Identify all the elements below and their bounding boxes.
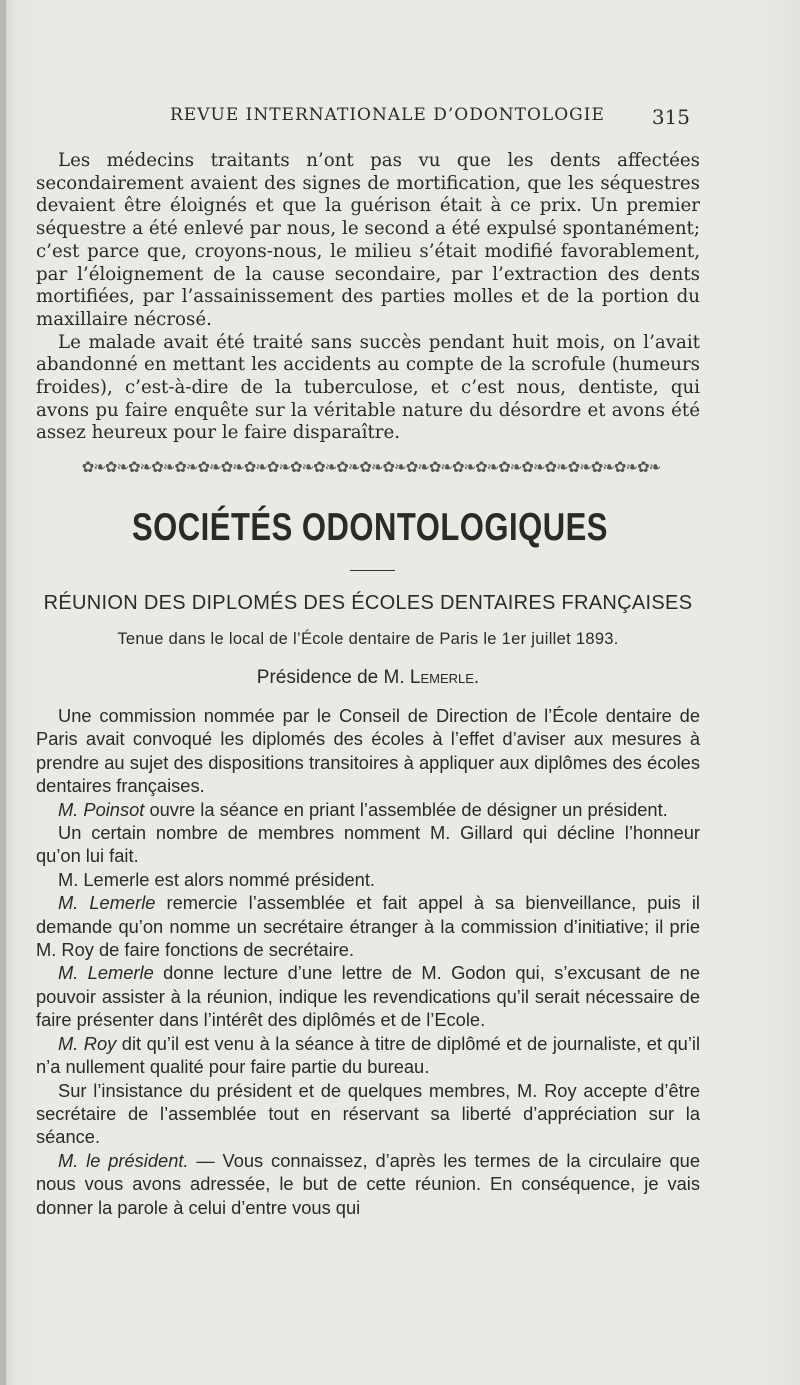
minutes-paragraph [36, 1032, 700, 1079]
minutes-paragraph [36, 798, 700, 821]
presidency-prefix: Présidence de M. [256, 667, 410, 688]
section-subtitle: RÉUNION DES DIPLOMÉS DES ÉCOLES DENTAIRES FRANÇAISES [43, 592, 693, 614]
binding-gutter [0, 0, 6, 1385]
minutes-paragraph [36, 1079, 700, 1149]
minutes-paragraph [36, 704, 700, 798]
minutes-text [36, 704, 700, 1219]
minutes-paragraph [36, 868, 700, 891]
speaker: M. le président. [58, 1149, 189, 1171]
running-title: REVUE INTERNATIONALE D’ODONTOLOGIE [170, 105, 605, 125]
minutes-paragraph [36, 961, 700, 1031]
speaker: M. Lemerle [58, 962, 154, 984]
speech: Sur l’insistance du président et de quelques membres, M. Roy accepte d’être secrétaire de l’assemblée tout en réservant sa liberté d’appréciation sur la séance. [36, 1079, 700, 1148]
speaker: M. Roy [58, 1032, 117, 1054]
title-rule [350, 570, 395, 571]
paragraph: Les médecins traitants n’ont pas vu que les dents affectées secondairement avaient des signes de mortification, que les séquestres devaient être éloignés et que la guérison était à ce prix. Un premier séquestre a été enlevé par nous, le second a été expulsé spontanément; c’est parce que, croyons-nous, le milieu s’était modifié favorablement, par l’éloignement de la cause secondaire, par l’extraction des dents mortifiées, par l’assainissement des parties molles et de la portion du maxillaire nécrosé. [36, 150, 700, 330]
speech: — Vous connaissez, d’après les termes de la circulaire que nous vous avons adressée, le but de cette réunion. En conséquence, je vais donner la parole à celui d’entre vous qui [36, 1149, 700, 1218]
minutes-paragraph [36, 891, 700, 961]
speech: dit qu’il est venu à la séance à titre de diplômé et de journaliste, et qu’il n’a nullement qualité pour faire partie du bureau. [36, 1032, 700, 1078]
speech: M. Lemerle est alors nommé président. [58, 868, 376, 890]
presidency-line [36, 667, 700, 689]
section-title: SOCIÉTÉS ODONTOLOGIQUES [132, 505, 608, 549]
speech: ouvre la séance en priant l’assemblée de désigner un président. [144, 798, 668, 820]
ornamental-divider: ✿❧✿❧✿❧✿❧✿❧✿❧✿❧✿❧✿❧✿❧✿❧✿❧✿❧✿❧✿❧✿❧✿❧✿❧✿❧✿❧✿❧✿❧✿❧✿❧✿❧ [81, 458, 661, 476]
running-header [170, 105, 690, 129]
president-name: Lemerle. [409, 667, 480, 688]
speech: remercie l’assemblée et fait appel à sa bienveillance, puis il demande qu’on nomme un secrétaire étranger à la commission d’initiative; il prie M. Roy de faire fonctions de secrétaire. [36, 892, 700, 961]
minutes-paragraph [36, 821, 700, 868]
paragraph: Le malade avait été traité sans succès pendant huit mois, on l’avait abandonné en mettant les accidents au compte de la scrofule (humeurs froides), c’est-à-dire de la tuberculose, et c’est nous, dentiste, qui avons pu faire enquête sur la véritable nature du désordre et avons été assez heureux pour le faire disparaître. [36, 331, 700, 444]
speech: donne lecture d’une lettre de M. Godon qui, s’excusant de ne pouvoir assister à la réunion, indique les revendications qu’il serait nécessaire de faire présenter dans l’intérêt des diplômés et de l’Ecole. [36, 962, 700, 1031]
speaker: M. Lemerle [58, 892, 156, 914]
page-number: 315 [651, 105, 690, 129]
speech: Un certain nombre de membres nomment M. Gillard qui décline l’honneur qu’on lui fait. [36, 822, 700, 867]
minutes-paragraph [36, 1149, 700, 1219]
speaker: M. Poinsot [58, 798, 145, 820]
meeting-info: Tenue dans le local de l’École dentaire de Paris le 1er juillet 1893. [117, 630, 619, 648]
speech: Une commission nommée par le Conseil de Direction de l’École dentaire de Paris avait convoqué les diplomés des écoles à l’effet d’aviser aux mesures à prendre au sujet des dispositions transitoires à appliquer aux diplômes des écoles dentaires françaises. [36, 705, 700, 797]
intro-text [36, 150, 700, 445]
